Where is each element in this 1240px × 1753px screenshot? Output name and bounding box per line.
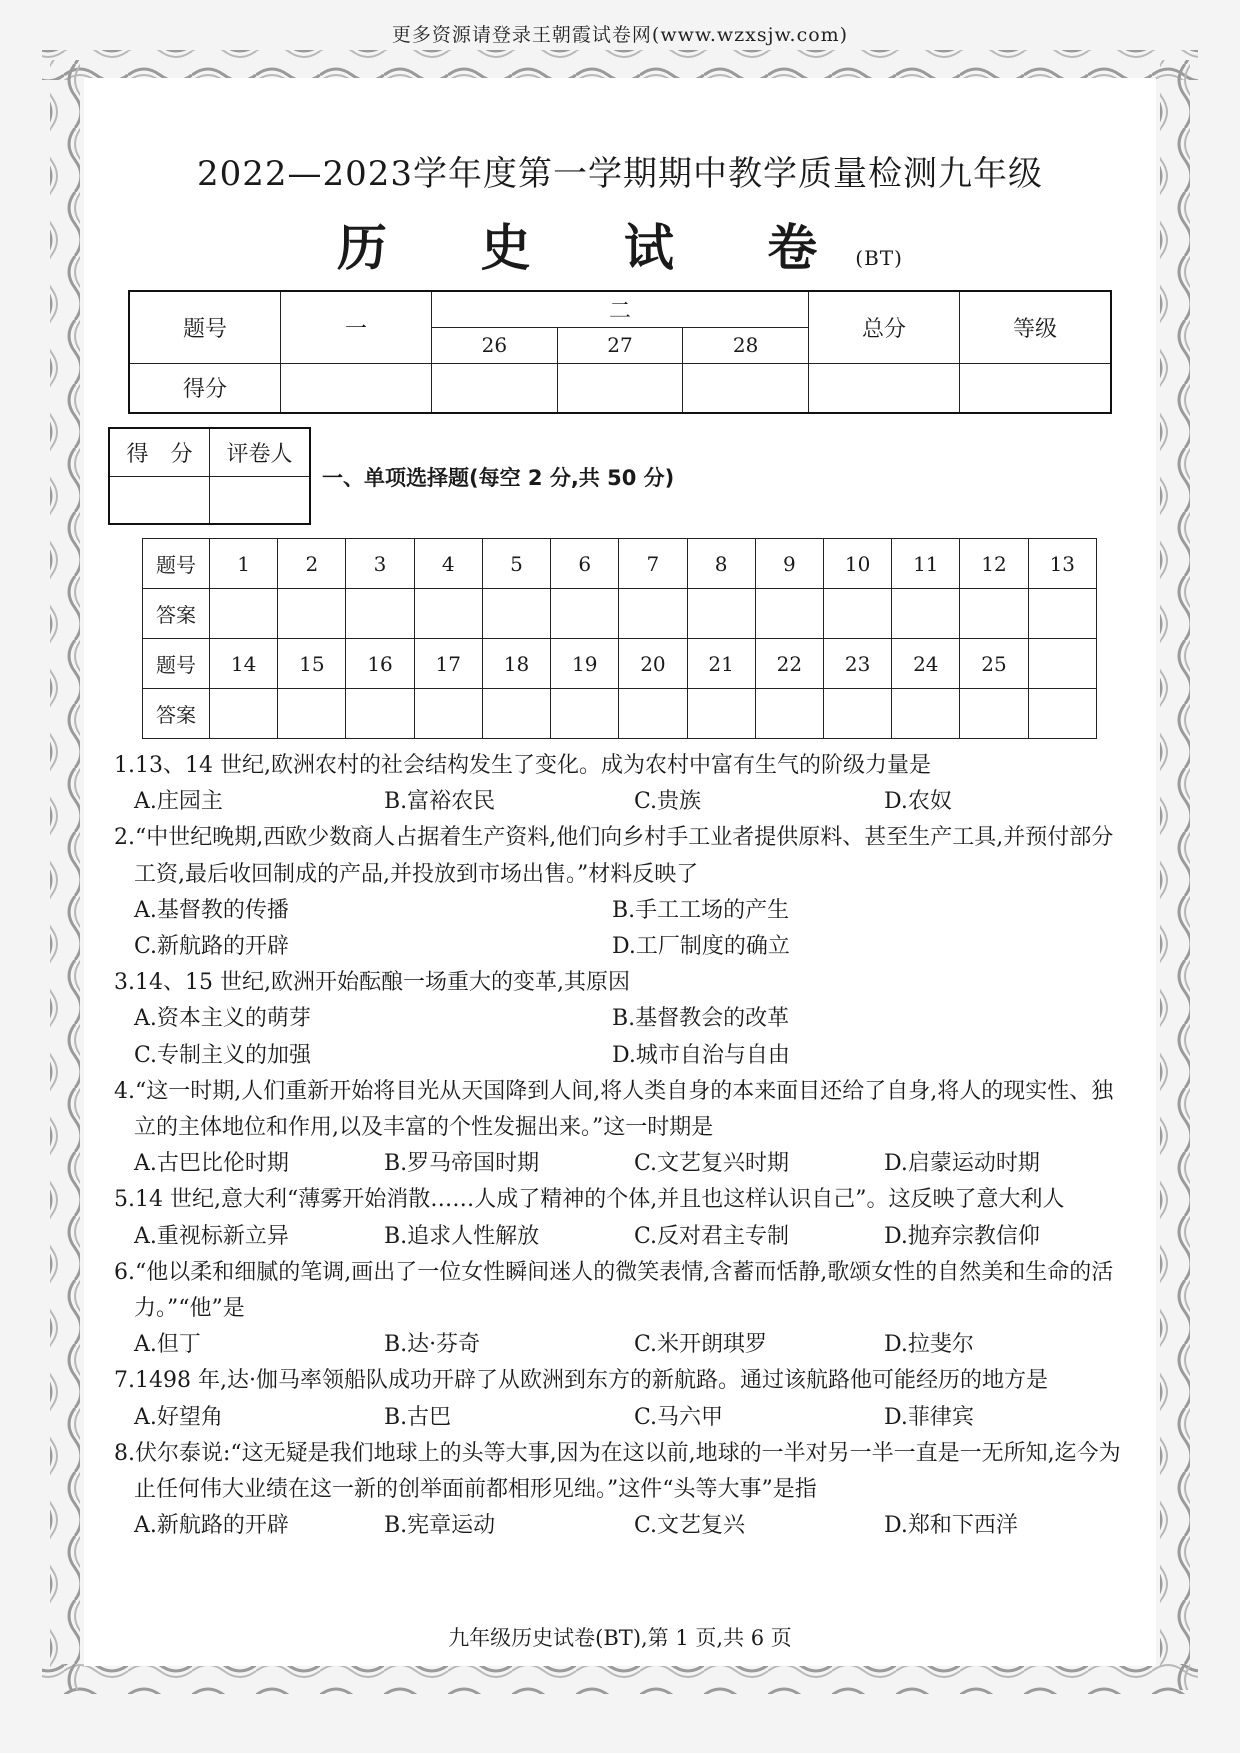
answer-cell[interactable] <box>482 689 550 739</box>
question-number: 14 <box>210 639 278 689</box>
question-number: 8 <box>687 539 755 589</box>
question-stem: 1.13、14 世纪,欧洲农村的社会结构发生了变化。成为农村中富有生气的阶级力量是 <box>114 753 931 778</box>
question-3 <box>114 965 1134 1074</box>
option-b[interactable]: B.达·芬奇 <box>384 1332 481 1358</box>
option-d[interactable]: D.拉斐尔 <box>884 1332 974 1358</box>
score-table-total: 总分 <box>809 291 960 363</box>
option-b[interactable]: B.罗马帝国时期 <box>384 1151 540 1177</box>
exam-title: 2022—2023学年度第一学期期中教学质量检测九年级 <box>196 154 1044 194</box>
question-number: 2 <box>278 539 346 589</box>
answer-cell[interactable] <box>619 589 687 639</box>
question-number: 4 <box>414 539 482 589</box>
question-number: 20 <box>619 639 687 689</box>
question-number: 7 <box>619 539 687 589</box>
option-b[interactable]: B.宪章运动 <box>384 1513 496 1539</box>
question-1 <box>114 748 1134 820</box>
question-options <box>114 1001 1134 1037</box>
version-code: (BT) <box>855 246 903 270</box>
option-c[interactable]: C.新航路的开辟 <box>134 934 290 960</box>
question-stem: 3.14、15 世纪,欧洲开始酝酿一场重大的变革,其原因 <box>114 970 630 996</box>
option-c[interactable]: C.贵族 <box>634 789 702 815</box>
question-options <box>114 1508 1134 1544</box>
question-number: 22 <box>755 639 823 689</box>
exam-subject-title <box>0 208 1240 280</box>
option-b[interactable]: B.基督教会的改革 <box>612 1006 790 1032</box>
option-b[interactable]: B.古巴 <box>384 1404 452 1430</box>
answer-cell[interactable] <box>823 589 891 639</box>
grader-name-label: 评卷人 <box>210 428 311 476</box>
score-table-section-two: 二 <box>432 291 809 327</box>
answer-cell[interactable] <box>278 589 346 639</box>
option-d[interactable]: D.工厂制度的确立 <box>612 934 790 960</box>
option-a[interactable]: A.重视标新立异 <box>134 1223 289 1249</box>
question-number: 21 <box>687 639 755 689</box>
question-options <box>114 929 1134 965</box>
option-c[interactable]: C.反对君主专制 <box>634 1223 790 1249</box>
question-number: 10 <box>823 539 891 589</box>
answer-cell[interactable] <box>210 689 278 739</box>
option-c[interactable]: C.专制主义的加强 <box>134 1042 312 1068</box>
score-table-number-label: 题号 <box>129 291 281 363</box>
answer-grid-answer-label: 答案 <box>143 689 210 739</box>
answer-cell[interactable] <box>619 689 687 739</box>
option-b[interactable]: B.手工工场的产生 <box>612 897 790 923</box>
question-number: 11 <box>892 539 960 589</box>
question-options <box>114 1400 1134 1436</box>
option-d[interactable]: D.郑和下西洋 <box>884 1513 1018 1539</box>
option-d[interactable]: D.城市自治与自由 <box>612 1042 790 1068</box>
question-number: 25 <box>960 639 1028 689</box>
question-options <box>114 893 1134 929</box>
question-stem: 4.“这一时期,人们重新开始将目光从天国降到人间,将人类自身的本来面目还给了自身,将人的现实性、独立的主体地位和作用,以及丰富的个性发掘出来。”这一时期是 <box>114 1078 1114 1141</box>
question-number: 12 <box>960 539 1028 589</box>
option-a[interactable]: A.新航路的开辟 <box>134 1513 289 1539</box>
source-note: 更多资源请登录王朝霞试卷网(www.wzxsjw.com) <box>391 24 849 46</box>
question-number: 13 <box>1028 539 1096 589</box>
question-6 <box>114 1255 1134 1364</box>
section-one-heading: 一、单项选择题(每空 2 分,共 50 分) <box>322 466 675 490</box>
answer-cell[interactable] <box>687 689 755 739</box>
question-4 <box>114 1074 1134 1183</box>
question-stem: 2.“中世纪晚期,西欧少数商人占据着生产资料,他们向乡村手工业者提供原料、甚至生产工具,并预付部分工资,最后收回制成的产品,并投放到市场出售。”材料反映了 <box>114 825 1114 887</box>
option-d[interactable]: D.抛弃宗教信仰 <box>884 1223 1040 1249</box>
answer-cell[interactable] <box>414 689 482 739</box>
question-5 <box>114 1182 1134 1254</box>
grader-name-cell[interactable] <box>210 476 311 524</box>
grader-score-cell[interactable] <box>109 476 210 524</box>
option-b[interactable]: B.富裕农民 <box>384 789 496 815</box>
score-cell[interactable] <box>960 363 1112 413</box>
question-number: 3 <box>346 539 414 589</box>
question-options <box>114 1146 1134 1182</box>
answer-grid-answer-label: 答案 <box>143 589 210 639</box>
question-number: 16 <box>346 639 414 689</box>
answer-cell[interactable] <box>892 689 960 739</box>
answer-cell[interactable] <box>346 689 414 739</box>
question-7 <box>114 1363 1134 1435</box>
option-d[interactable]: D.菲律宾 <box>884 1404 974 1430</box>
score-summary-table <box>128 290 1112 414</box>
score-table-score-label: 得分 <box>129 363 281 413</box>
score-cell[interactable] <box>683 363 809 413</box>
answer-cell[interactable] <box>278 689 346 739</box>
option-c[interactable]: C.文艺复兴 <box>634 1513 746 1539</box>
score-cell[interactable] <box>557 363 683 413</box>
answer-cell[interactable] <box>346 589 414 639</box>
answer-grid-number-label: 题号 <box>143 639 210 689</box>
score-table-q28: 28 <box>683 327 809 363</box>
option-a[interactable]: A.但丁 <box>134 1332 201 1358</box>
question-options <box>114 1327 1134 1363</box>
answer-cell[interactable] <box>755 689 823 739</box>
question-number: 15 <box>278 639 346 689</box>
question-number: 5 <box>482 539 550 589</box>
question-number: 18 <box>482 639 550 689</box>
score-cell[interactable] <box>809 363 960 413</box>
answer-cell[interactable] <box>960 589 1028 639</box>
page-footer: 九年级历史试卷(BT),第 1 页,共 6 页 <box>448 1626 792 1650</box>
option-d[interactable]: D.启蒙运动时期 <box>884 1151 1040 1177</box>
question-number: 17 <box>414 639 482 689</box>
answer-cell[interactable] <box>551 689 619 739</box>
question-number: 1 <box>210 539 278 589</box>
question-number: 24 <box>892 639 960 689</box>
answer-cell[interactable] <box>1028 689 1096 739</box>
answer-cell[interactable] <box>1028 589 1096 639</box>
grader-box <box>108 427 311 525</box>
option-d[interactable]: D.农奴 <box>884 789 952 815</box>
option-a[interactable]: A.古巴比伦时期 <box>134 1151 289 1177</box>
question-number: 19 <box>551 639 619 689</box>
question-stem: 7.1498 年,达·伽马率领船队成功开辟了从欧洲到东方的新航路。通过该航路他可能经历的地方是 <box>114 1368 1048 1394</box>
score-cell[interactable] <box>432 363 558 413</box>
question-list <box>114 748 1134 1544</box>
question-stem: 6.“他以柔和细腻的笔调,画出了一位女性瞬间迷人的微笑表情,含蓄而恬静,歌颂女性的自然美和生命的活力。”“他”是 <box>114 1259 1114 1322</box>
question-options <box>114 1038 1134 1074</box>
question-2 <box>114 820 1134 965</box>
answer-cell[interactable] <box>960 689 1028 739</box>
question-stem: 8.伏尔泰说:“这无疑是我们地球上的头等大事,因为在这以前,地球的一半对另一半一直是一无所知,迄今为止任何伟大业绩在这一新的创举面前都相形见绌。”这件“头等大事”是指 <box>114 1440 1121 1503</box>
answer-cell[interactable] <box>414 589 482 639</box>
score-cell[interactable] <box>281 363 432 413</box>
question-number <box>1028 639 1096 689</box>
grader-score-label: 得 分 <box>109 428 210 476</box>
option-c[interactable]: C.米开朗琪罗 <box>634 1332 768 1358</box>
question-number: 6 <box>551 539 619 589</box>
answer-grid <box>142 538 1097 739</box>
option-a[interactable]: A.基督教的传播 <box>134 897 289 923</box>
score-table-grade: 等级 <box>960 291 1112 363</box>
answer-cell[interactable] <box>210 589 278 639</box>
option-c[interactable]: C.马六甲 <box>634 1404 724 1430</box>
question-number: 23 <box>823 639 891 689</box>
question-number: 9 <box>755 539 823 589</box>
answer-cell[interactable] <box>892 589 960 639</box>
score-table-q27: 27 <box>557 327 683 363</box>
question-options <box>114 1219 1134 1255</box>
option-a[interactable]: A.资本主义的萌芽 <box>134 1006 311 1032</box>
option-a[interactable]: A.好望角 <box>134 1404 223 1430</box>
score-table-section-one: 一 <box>281 291 432 363</box>
option-b[interactable]: B.追求人性解放 <box>384 1223 540 1249</box>
score-table-q26: 26 <box>432 327 558 363</box>
answer-cell[interactable] <box>551 589 619 639</box>
option-a[interactable]: A.庄园主 <box>134 789 223 815</box>
answer-cell[interactable] <box>482 589 550 639</box>
answer-cell[interactable] <box>755 589 823 639</box>
subject-name: 历 史 试 卷 <box>337 218 856 277</box>
question-stem: 5.14 世纪,意大利“薄雾开始消散……人成了精神的个体,并且也这样认识自己”。这反映了意大利人 <box>114 1187 1065 1213</box>
answer-cell[interactable] <box>687 589 755 639</box>
question-8 <box>114 1436 1134 1545</box>
option-c[interactable]: C.文艺复兴时期 <box>634 1151 790 1177</box>
answer-cell[interactable] <box>823 689 891 739</box>
answer-grid-number-label: 题号 <box>143 539 210 589</box>
question-options <box>114 784 1134 820</box>
